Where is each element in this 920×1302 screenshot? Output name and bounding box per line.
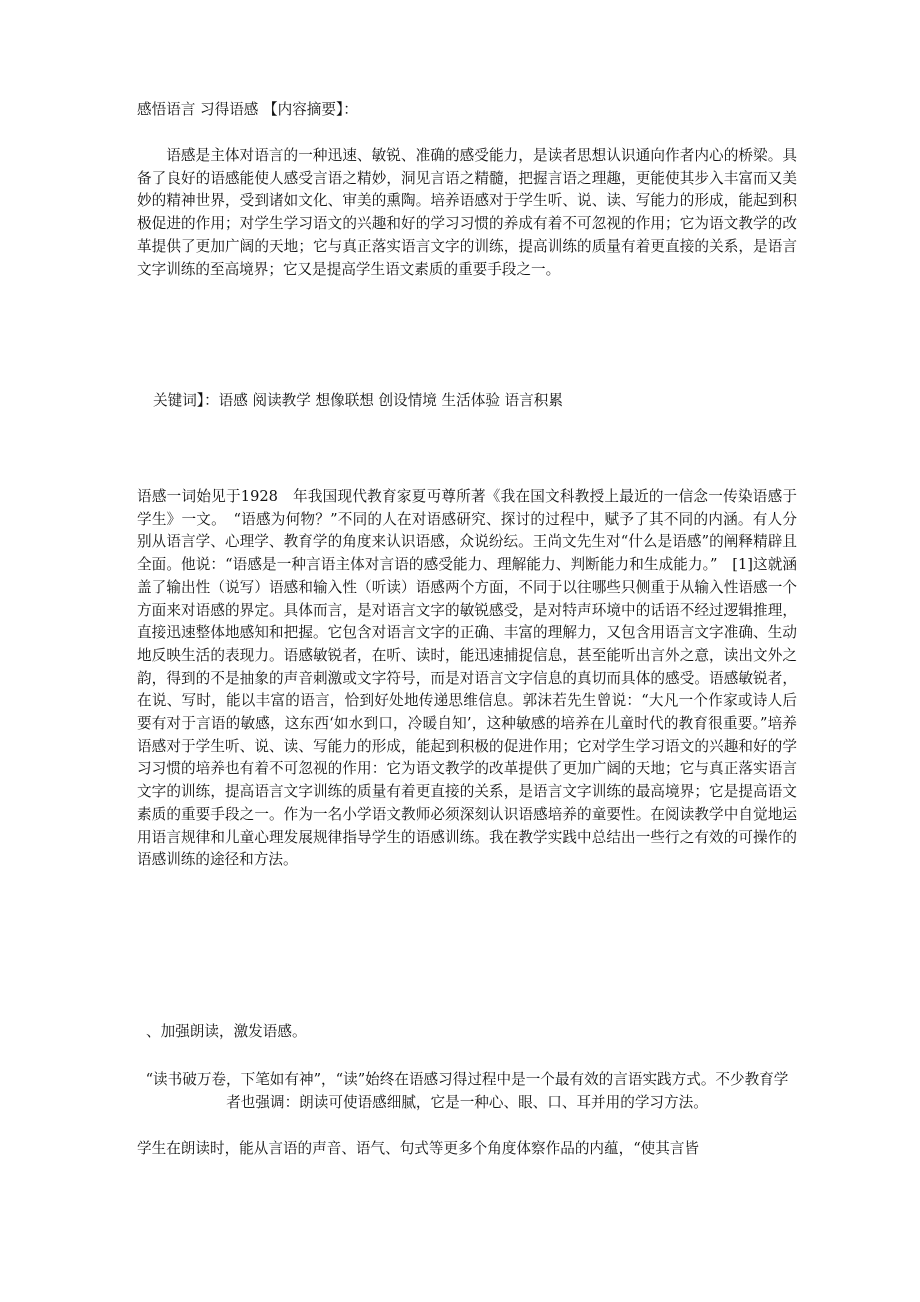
abstract-paragraph: 语感是主体对语言的一种迅速、敏锐、准确的感受能力，是读者思想认识通向作者内心的桥梁。具备了良好的语感能使人感受言语之精妙，洞见言语之精髓，把握言语之理趣，更能使其步入丰富而又美妙的精神世界，受到诸如文化、审美的熏陶。培养语感对于学生听、说、读、写能力的形成，能起到积极促进的作用；对学生学习语文的兴趣和好的学习习惯的养成有着不可忽视的作用；它为语文教学的改革提供了更加广阔的天地；它与真正落实语言文字的训练，提高训练的质量有着更直接的关系，是语言文字训练的至高境界；它又是提高学生语文素质的重要手段之一。 [137, 147, 797, 278]
body-paragraph: 语感一词始见于1928 年我国现代教育家夏丏尊所著《我在国文科教授上最近的一信念一传染语感于学生》一文。 “语感为何物？”不同的人在对语感研究、探讨的过程中，赋予了其不同的内涵。有人分别从语言学、心理学、教育学的角度来认识语感，众说纷纭。王尚文先生对“什么是语感”的阐释精辟且全面。他说：“语感是一种言语主体对言语的感受能力、理解能力、判断能力和生成能力。” [1]这就涵盖了输出性（说写）语感和输入性（听读）语感两个方面，不同于以往哪些只侧重于从输入性语感一个方面来对语感的界定。具体而言，是对语言文字的敏锐感受，是对特声环境中的话语不经过逻辑推理，直接迅速整体地感知和把握。它包含对语言文字的正确、丰富的理解力，又包含用语言文字准确、生动地反映生活的表现力。语感敏锐者，在听、读时，能迅速捕捉信息，甚至能听出言外之意，读出文外之韵，得到的不是抽象的声音刺激或文字符号，而是对语言文字信息的真切而具体的感受。语感敏锐者，在说、写时，能以丰富的语言，恰到好处地传递思维信息。郭沫若先生曾说：“大凡一个作家或诗人后要有对于言语的敏感，这东西‘如水到口，冷暖自知’，这种敏感的培养在儿童时代的教育很重要。”培养语感对于学生听、说、读、写能力的形成，能起到积极的促进作用；它对学生学习语文的兴趣和好的学习习惯的培养也有着不可忽视的作用：它为语文教学的改革提供了更加广阔的天地；它与真正落实语言文字的训练，提高语言文字训练的质量有着更直接的关系，是语言文字训练的最高境界；它是提高语文素质的重要手段之一。作为一名小学语文教师必须深刻认识语感培养的童要性。在阅读教学中自觉地运用语言规律和儿童心理发展规律指导学生的语感训练。我在教学实践中总结出一些行之有效的可操作的语感训练的途径和方法。 [137, 488, 797, 869]
last-line: 学生在朗读时，能从言语的声音、语气、句式等更多个角度体察作品的内蕴，“使其言皆 [137, 1140, 700, 1157]
keywords-line: 关键词】：语感 阅读教学 想像联想 创设情境 生活体验 语言积累 [153, 392, 563, 409]
section-heading: 、加强朗读，激发语感。 [146, 1023, 307, 1040]
quote-paragraph: “读书破万卷，下笔如有神”，“读”始终在语感习得过程中是一个最有效的言语实践方式。不少教育学者也强调：朗读可使语感细腻，它是一种心、眼、口、耳并用的学习方法。 [145, 1071, 789, 1111]
title-line: 感悟语言 习得语感 【内容摘要】： [137, 101, 358, 118]
